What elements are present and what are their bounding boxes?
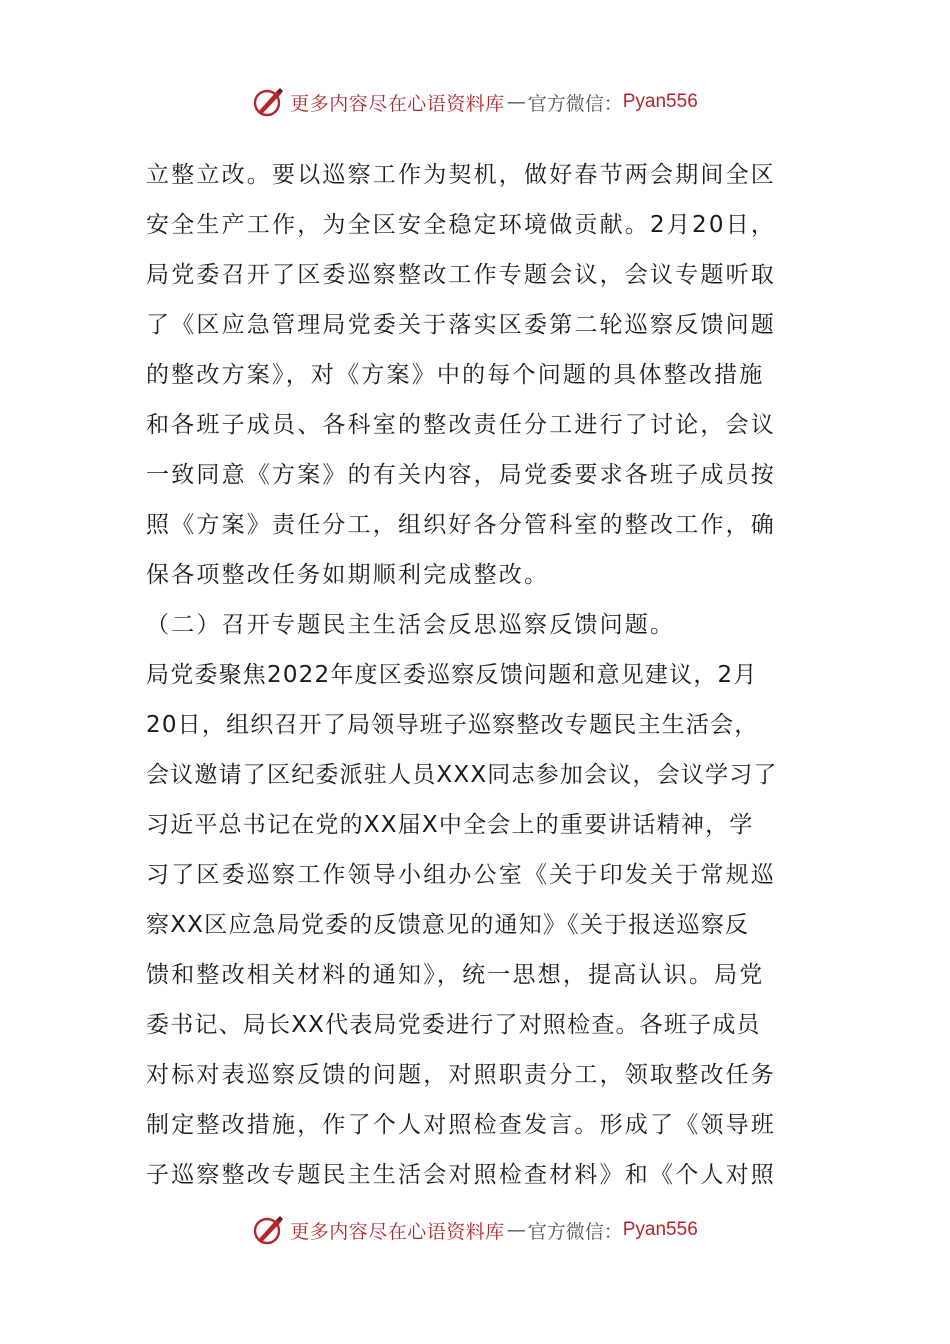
banner-wechat-id: Pyan556: [622, 1219, 698, 1240]
text-line: 一致同意《方案》的有关内容，局党委要求各班子成员按: [146, 462, 776, 488]
text-line: 照《方案》责任分工，组织好各分管科室的整改工作，确: [146, 512, 776, 538]
footer-banner: [0, 1208, 950, 1252]
banner-wechat-label: 官方微信：: [527, 1220, 623, 1243]
banner-site-text: 更多内容尽在心语资料库: [290, 1220, 505, 1243]
text-line: 和各班子成员、各科室的整改责任分工进行了讨论，会议: [146, 412, 776, 438]
banner-wechat-label: 官方微信：: [527, 92, 623, 115]
pen-logo-icon: [252, 1214, 284, 1246]
text-line: 20日，组织召开了局领导班子巡察整改专题民主生活会，: [146, 712, 759, 738]
text-line: 的整改方案》，对《方案》中的每个问题的具体整改措施: [146, 362, 765, 388]
text-line: 保各项整改任务如期顺利完成整改。: [146, 562, 550, 588]
text-line: 察XX区应急局党委的反馈意见的通知》《关于报送巡察反: [146, 912, 750, 938]
text-line: 立整立改。要以巡察工作为契机，做好春节两会期间全区: [146, 162, 776, 188]
text-line: 会议邀请了区纪委派驻人员XXX同志参加会议，会议学习了: [146, 762, 778, 788]
text-line: 习近平总书记在党的XX届X中全会上的重要讲话精神，学: [146, 812, 754, 838]
document-body: [146, 150, 806, 1200]
pen-logo-icon: [252, 86, 284, 118]
banner-dash: —: [506, 91, 526, 113]
section-heading: （二）召开专题民主生活会反思巡察反馈问题。: [146, 612, 676, 638]
text-line: 安全生产工作，为全区安全稳定环境做贡献。2月20日，: [146, 212, 777, 238]
banner-site-text: 更多内容尽在心语资料库: [290, 92, 505, 115]
text-line: 局党委召开了区委巡察整改工作专题会议，会议专题听取: [146, 262, 776, 288]
text-line: 局党委聚焦2022年度区委巡察反馈问题和意见建议，2月: [146, 662, 758, 688]
banner-wechat-id: Pyan556: [622, 91, 698, 112]
text-line: 子巡察整改专题民主生活会对照检查材料》和《个人对照: [146, 1162, 776, 1188]
text-line: 了《区应急管理局党委关于落实区委第二轮巡察反馈问题: [146, 312, 776, 338]
text-line: 习了区委巡察工作领导小组办公室《关于印发关于常规巡: [146, 862, 776, 888]
header-banner: [0, 80, 950, 124]
text-line: 馈和整改相关材料的通知》，统一思想，提高认识。局党: [146, 962, 765, 988]
text-line: 对标对表巡察反馈的问题，对照职责分工，领取整改任务: [146, 1062, 776, 1088]
text-line: 委书记、局长XX代表局党委进行了对照检查。各班子成员: [146, 1012, 761, 1038]
text-line: 制定整改措施，作了个人对照检查发言。形成了《领导班: [146, 1112, 776, 1138]
banner-dash: —: [506, 1219, 526, 1241]
